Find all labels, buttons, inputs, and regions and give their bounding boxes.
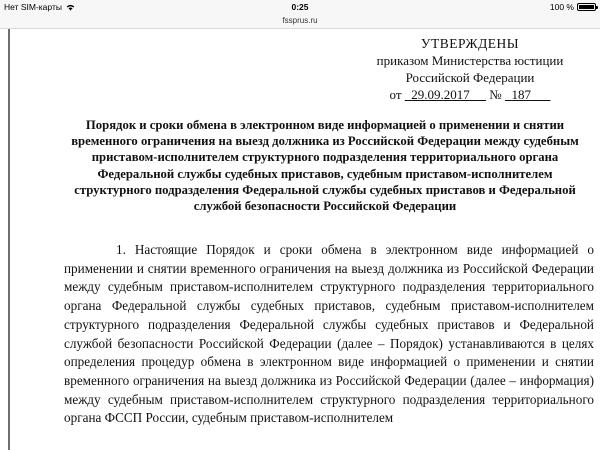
status-bar (0, 0, 600, 14)
approval-heading: УТВЕРЖДЕНЫ (420, 36, 520, 51)
battery-fill (579, 5, 594, 9)
document-page (0, 29, 600, 450)
url-text[interactable]: fssprus.ru (282, 16, 318, 25)
approval-line-2: Российской Федерации (405, 70, 535, 85)
order-date: 29.09.2017 (411, 87, 470, 102)
paragraph-1: 1. Настоящие Порядок и сроки обмена в электронном виде информацией о применении и снятии временного ограничения на выезд должника из Российской Федерации между судебным приставом-исполнителем структурного подразделения территориального органа Федеральной службы судебных приставов, судебным приставом-исполнителем структурного подразделения Федеральной службы судебных приставов и Федеральной службой безопасности Российской Федерации (далее – Порядок) устанавливаются в целях определения процедур обмена в электронном виде информацией о применении и снятии временного ограничения на выезд должника из Российской Федерации (далее – информация) между судебным приставом-исполнителем структурного подразделения территориального органа ФССП России, судебным приставом-исполнителем (64, 242, 594, 426)
document-title: Порядок и сроки обмена в электронном виде информацией о применении и снятии временного ограничения на выезд должника из Российской Федерации между судебным приставом-исполнителем структурного подразделения территориального органа Федеральной службы судебных приставов, судебным приставом-исполнителем структурного подразделения Федеральной службы судебных приставов и Федеральной службой безопасности Российской Федерации (71, 118, 579, 214)
document-body (64, 241, 594, 428)
order-line (360, 86, 580, 103)
address-bar[interactable] (0, 14, 600, 29)
from-label: от (389, 87, 402, 102)
battery-percent: 100 % (549, 2, 574, 12)
clock: 0:25 (291, 2, 309, 12)
battery-icon (577, 3, 596, 11)
battery-status (550, 2, 596, 12)
number-label: № (489, 87, 502, 102)
approval-block (360, 35, 580, 103)
order-number: 187 (511, 87, 531, 102)
approval-line-1: приказом Министерства юстиции (376, 53, 564, 68)
carrier-label: Нет SIM-карты (4, 2, 62, 12)
